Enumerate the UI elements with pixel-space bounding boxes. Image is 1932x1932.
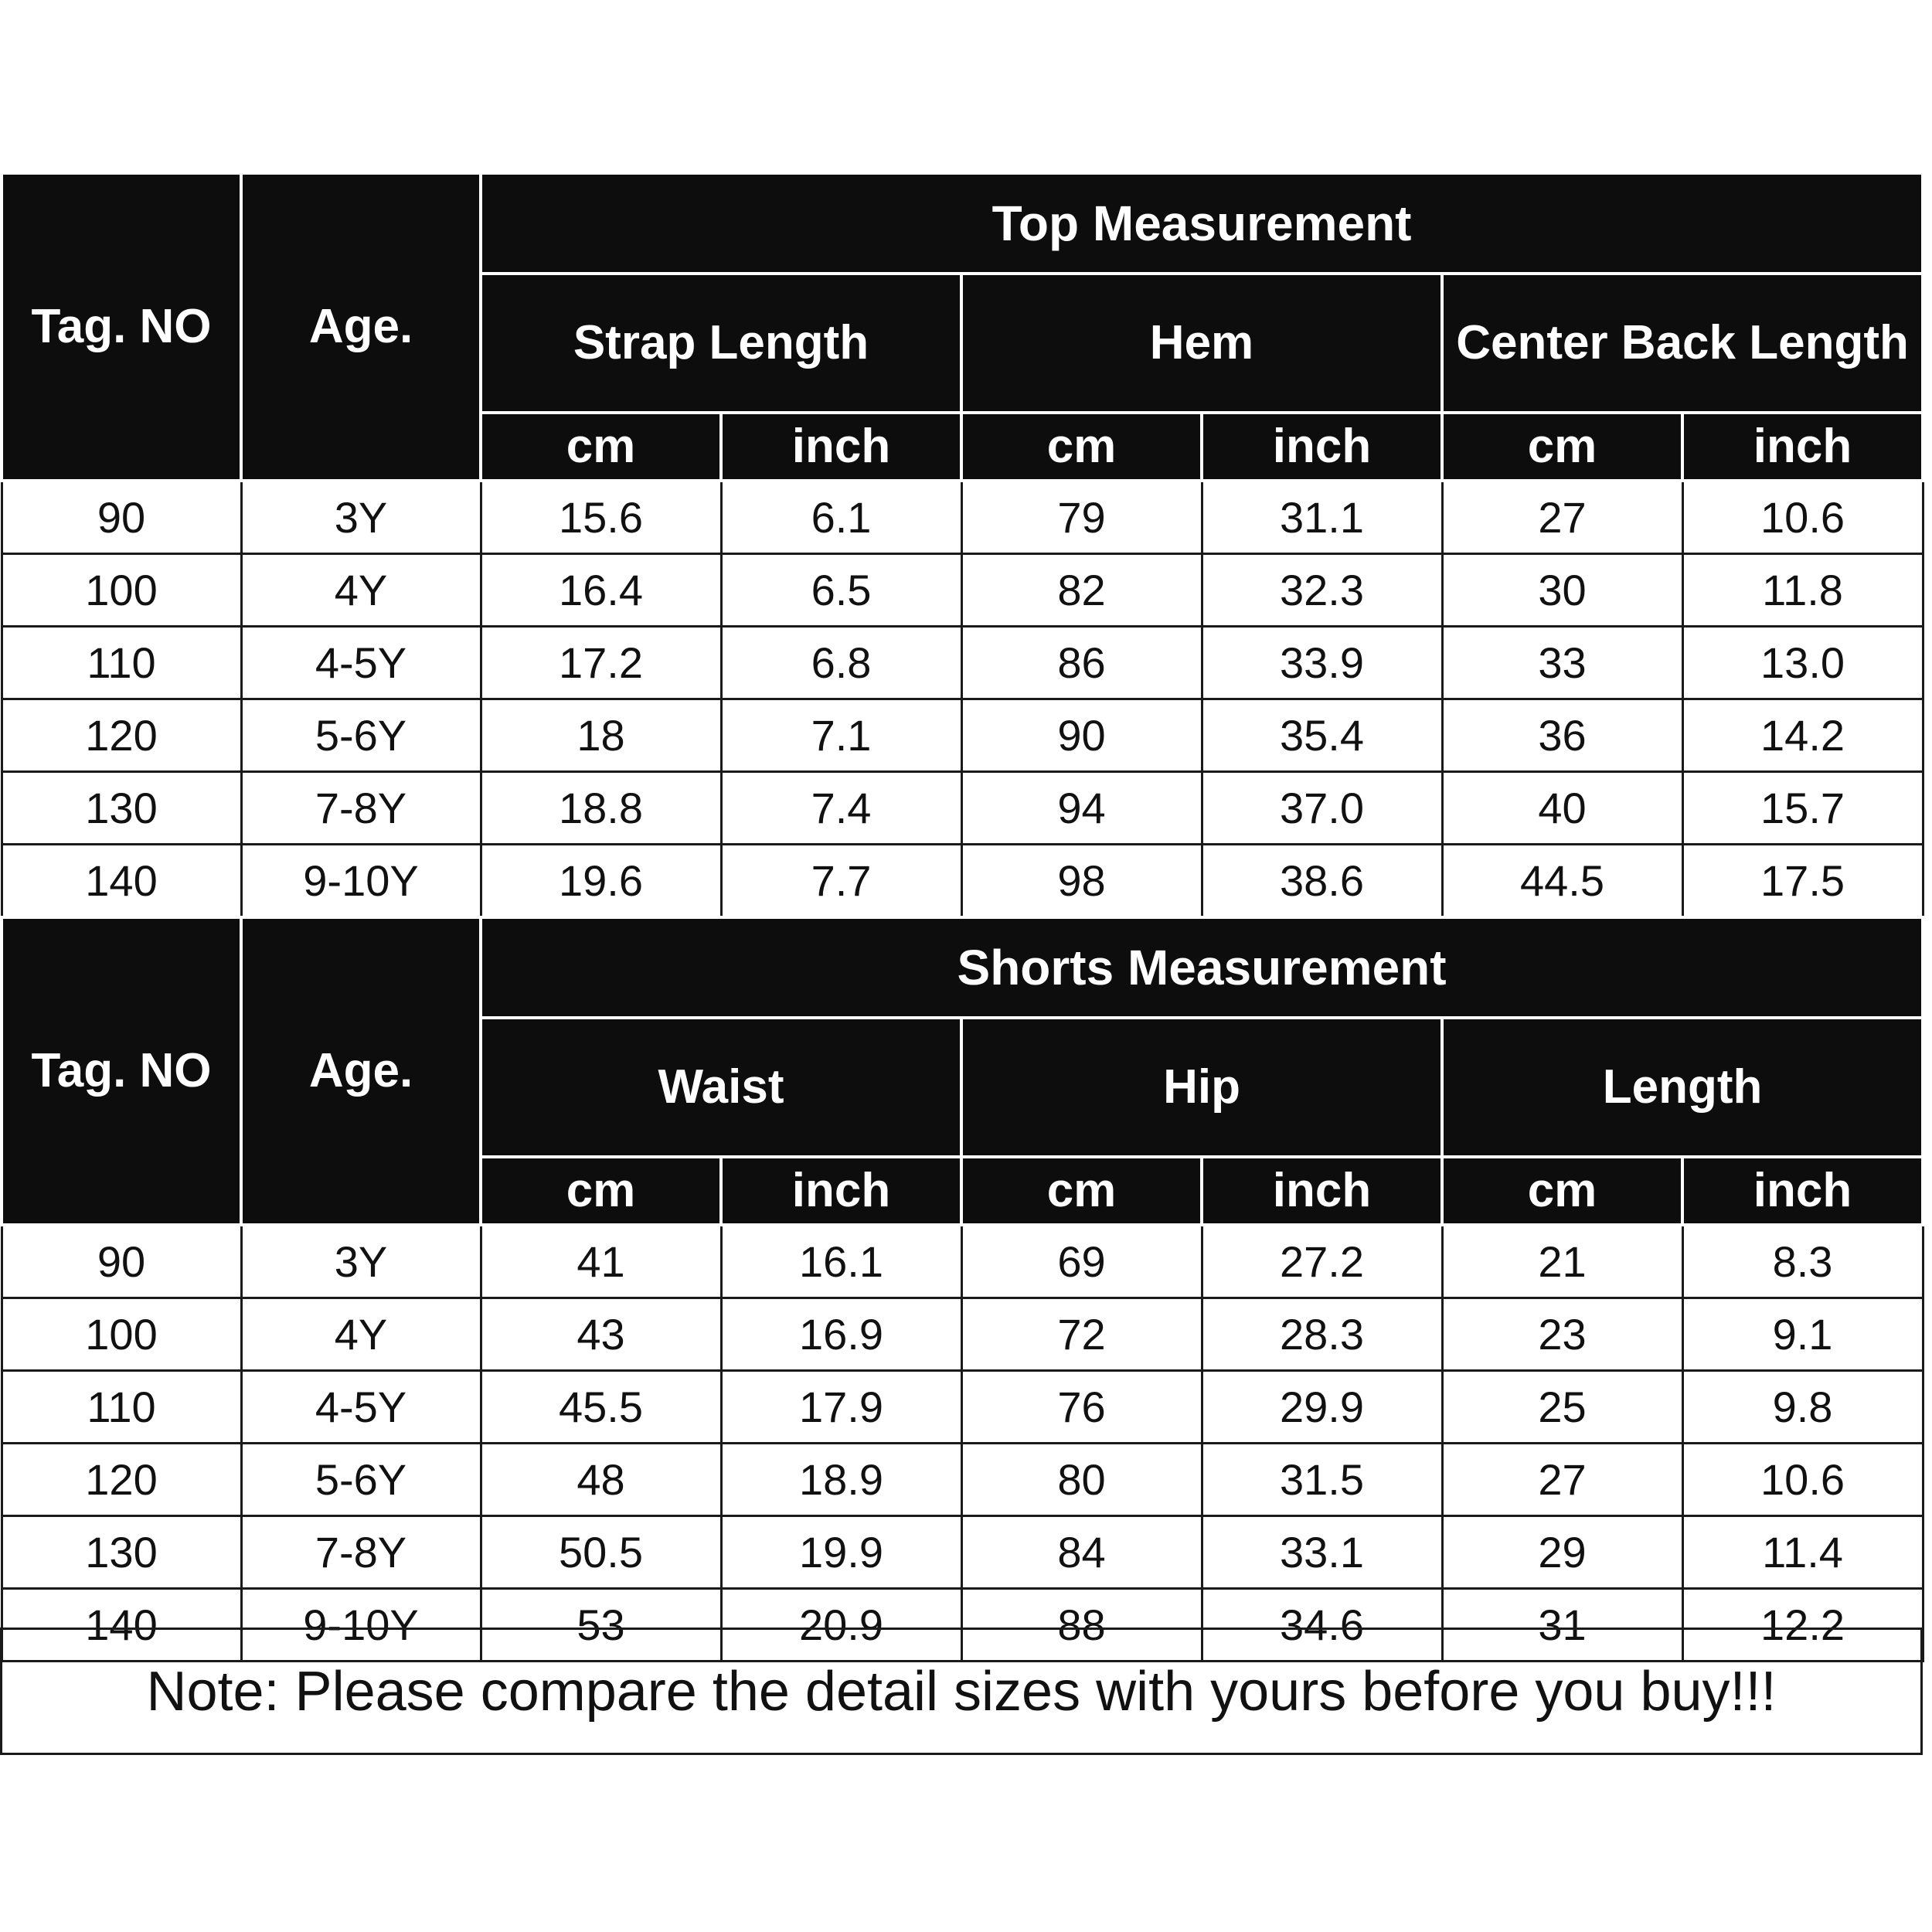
inch-cell: 19.9 [721, 1516, 961, 1589]
tag-cell: 90 [2, 481, 241, 554]
table-row [2, 699, 1923, 772]
inch-cell: 9.1 [1682, 1298, 1923, 1371]
cm-cell: 98 [961, 845, 1202, 918]
cm-cell: 48 [481, 1444, 721, 1516]
cm-cell: 29 [1442, 1516, 1682, 1589]
inch-cell: 14.2 [1682, 699, 1923, 772]
hip-header: Hip [961, 1018, 1442, 1157]
cm-cell: 43 [481, 1298, 721, 1371]
inch-cell: 28.3 [1202, 1298, 1442, 1371]
inch-cell: 15.7 [1682, 772, 1923, 845]
inch-cell: 31.5 [1202, 1444, 1442, 1516]
cm-cell: 31 [1442, 1589, 1682, 1662]
cm-cell: 44.5 [1442, 845, 1682, 918]
tag-no-header: Tag. NO [2, 917, 241, 1225]
unit-cm-header: cm [961, 413, 1202, 481]
cm-cell: 86 [961, 627, 1202, 699]
inch-cell: 16.9 [721, 1298, 961, 1371]
top-measurement-body [2, 481, 1923, 917]
cm-cell: 18.8 [481, 772, 721, 845]
inch-cell: 38.6 [1202, 845, 1442, 918]
unit-inch-header: inch [1202, 413, 1442, 481]
unit-cm-header: cm [481, 413, 721, 481]
inch-cell: 33.1 [1202, 1516, 1442, 1589]
cm-cell: 23 [1442, 1298, 1682, 1371]
inch-cell: 6.8 [721, 627, 961, 699]
cm-cell: 41 [481, 1225, 721, 1298]
table-row [2, 845, 1923, 918]
inch-cell: 31.1 [1202, 481, 1442, 554]
top-measurement-title: Top Measurement [481, 173, 1923, 274]
unit-cm-header: cm [1442, 1157, 1682, 1225]
tag-cell: 120 [2, 1444, 241, 1516]
age-cell: 4-5Y [241, 627, 481, 699]
cm-cell: 25 [1442, 1371, 1682, 1444]
table-row [2, 772, 1923, 845]
cm-cell: 27 [1442, 1444, 1682, 1516]
cm-cell: 16.4 [481, 554, 721, 627]
cm-cell: 36 [1442, 699, 1682, 772]
table-row [2, 627, 1923, 699]
cm-cell: 69 [961, 1225, 1202, 1298]
inch-cell: 29.9 [1202, 1371, 1442, 1444]
inch-cell: 17.5 [1682, 845, 1923, 918]
age-header: Age. [241, 173, 481, 481]
tag-cell: 130 [2, 772, 241, 845]
inch-cell: 35.4 [1202, 699, 1442, 772]
cm-cell: 90 [961, 699, 1202, 772]
cm-cell: 82 [961, 554, 1202, 627]
waist-header: Waist [481, 1018, 961, 1157]
inch-cell: 12.2 [1682, 1589, 1923, 1662]
inch-cell: 11.4 [1682, 1516, 1923, 1589]
cm-cell: 27 [1442, 481, 1682, 554]
unit-inch-header: inch [1682, 1157, 1923, 1225]
tag-cell: 90 [2, 1225, 241, 1298]
inch-cell: 27.2 [1202, 1225, 1442, 1298]
age-cell: 7-8Y [241, 772, 481, 845]
cm-cell: 19.6 [481, 845, 721, 918]
age-cell: 3Y [241, 1225, 481, 1298]
inch-cell: 37.0 [1202, 772, 1442, 845]
table-row [2, 1444, 1923, 1516]
length-header: Length [1442, 1018, 1923, 1157]
cm-cell: 50.5 [481, 1516, 721, 1589]
unit-inch-header: inch [721, 1157, 961, 1225]
inch-cell: 7.7 [721, 845, 961, 918]
tag-cell: 130 [2, 1516, 241, 1589]
inch-cell: 6.5 [721, 554, 961, 627]
table-row [2, 554, 1923, 627]
inch-cell: 20.9 [721, 1589, 961, 1662]
table-row [2, 481, 1923, 554]
cm-cell: 79 [961, 481, 1202, 554]
cm-cell: 18 [481, 699, 721, 772]
inch-cell: 16.1 [721, 1225, 961, 1298]
tag-cell: 110 [2, 627, 241, 699]
age-cell: 5-6Y [241, 1444, 481, 1516]
table-row [2, 1298, 1923, 1371]
cm-cell: 72 [961, 1298, 1202, 1371]
age-header: Age. [241, 917, 481, 1225]
cm-cell: 17.2 [481, 627, 721, 699]
cm-cell: 33 [1442, 627, 1682, 699]
cm-cell: 45.5 [481, 1371, 721, 1444]
table-row [2, 1516, 1923, 1589]
age-cell: 9-10Y [241, 845, 481, 918]
age-cell: 4Y [241, 554, 481, 627]
unit-inch-header: inch [721, 413, 961, 481]
table-row [2, 1371, 1923, 1444]
strap-length-header: Strap Length [481, 274, 961, 413]
tag-cell: 140 [2, 1589, 241, 1662]
age-cell: 5-6Y [241, 699, 481, 772]
unit-cm-header: cm [961, 1157, 1202, 1225]
tag-cell: 120 [2, 699, 241, 772]
size-note: Note: Please compare the detail sizes with yours before you buy!!! [0, 1628, 1923, 1755]
cm-cell: 84 [961, 1516, 1202, 1589]
inch-cell: 17.9 [721, 1371, 961, 1444]
inch-cell: 11.8 [1682, 554, 1923, 627]
unit-inch-header: inch [1682, 413, 1923, 481]
age-cell: 4-5Y [241, 1371, 481, 1444]
cm-cell: 88 [961, 1589, 1202, 1662]
age-cell: 9-10Y [241, 1589, 481, 1662]
inch-cell: 7.4 [721, 772, 961, 845]
cm-cell: 76 [961, 1371, 1202, 1444]
size-table [0, 172, 1924, 1662]
cm-cell: 40 [1442, 772, 1682, 845]
shorts-measurement-body [2, 1225, 1923, 1662]
inch-cell: 6.1 [721, 481, 961, 554]
cm-cell: 30 [1442, 554, 1682, 627]
tag-no-header: Tag. NO [2, 173, 241, 481]
center-back-length-header: Center Back Length [1442, 274, 1923, 413]
unit-inch-header: inch [1202, 1157, 1442, 1225]
cm-cell: 53 [481, 1589, 721, 1662]
inch-cell: 8.3 [1682, 1225, 1923, 1298]
cm-cell: 80 [961, 1444, 1202, 1516]
tag-cell: 110 [2, 1371, 241, 1444]
unit-cm-header: cm [481, 1157, 721, 1225]
size-chart [0, 172, 1923, 1662]
inch-cell: 13.0 [1682, 627, 1923, 699]
inch-cell: 32.3 [1202, 554, 1442, 627]
cm-cell: 94 [961, 772, 1202, 845]
tag-cell: 140 [2, 845, 241, 918]
age-cell: 3Y [241, 481, 481, 554]
hem-header: Hem [961, 274, 1442, 413]
tag-cell: 100 [2, 1298, 241, 1371]
inch-cell: 33.9 [1202, 627, 1442, 699]
table-row [2, 1225, 1923, 1298]
inch-cell: 7.1 [721, 699, 961, 772]
inch-cell: 34.6 [1202, 1589, 1442, 1662]
tag-cell: 100 [2, 554, 241, 627]
age-cell: 7-8Y [241, 1516, 481, 1589]
shorts-measurement-title: Shorts Measurement [481, 917, 1923, 1018]
cm-cell: 21 [1442, 1225, 1682, 1298]
inch-cell: 10.6 [1682, 1444, 1923, 1516]
inch-cell: 9.8 [1682, 1371, 1923, 1444]
inch-cell: 10.6 [1682, 481, 1923, 554]
cm-cell: 15.6 [481, 481, 721, 554]
age-cell: 4Y [241, 1298, 481, 1371]
inch-cell: 18.9 [721, 1444, 961, 1516]
unit-cm-header: cm [1442, 413, 1682, 481]
